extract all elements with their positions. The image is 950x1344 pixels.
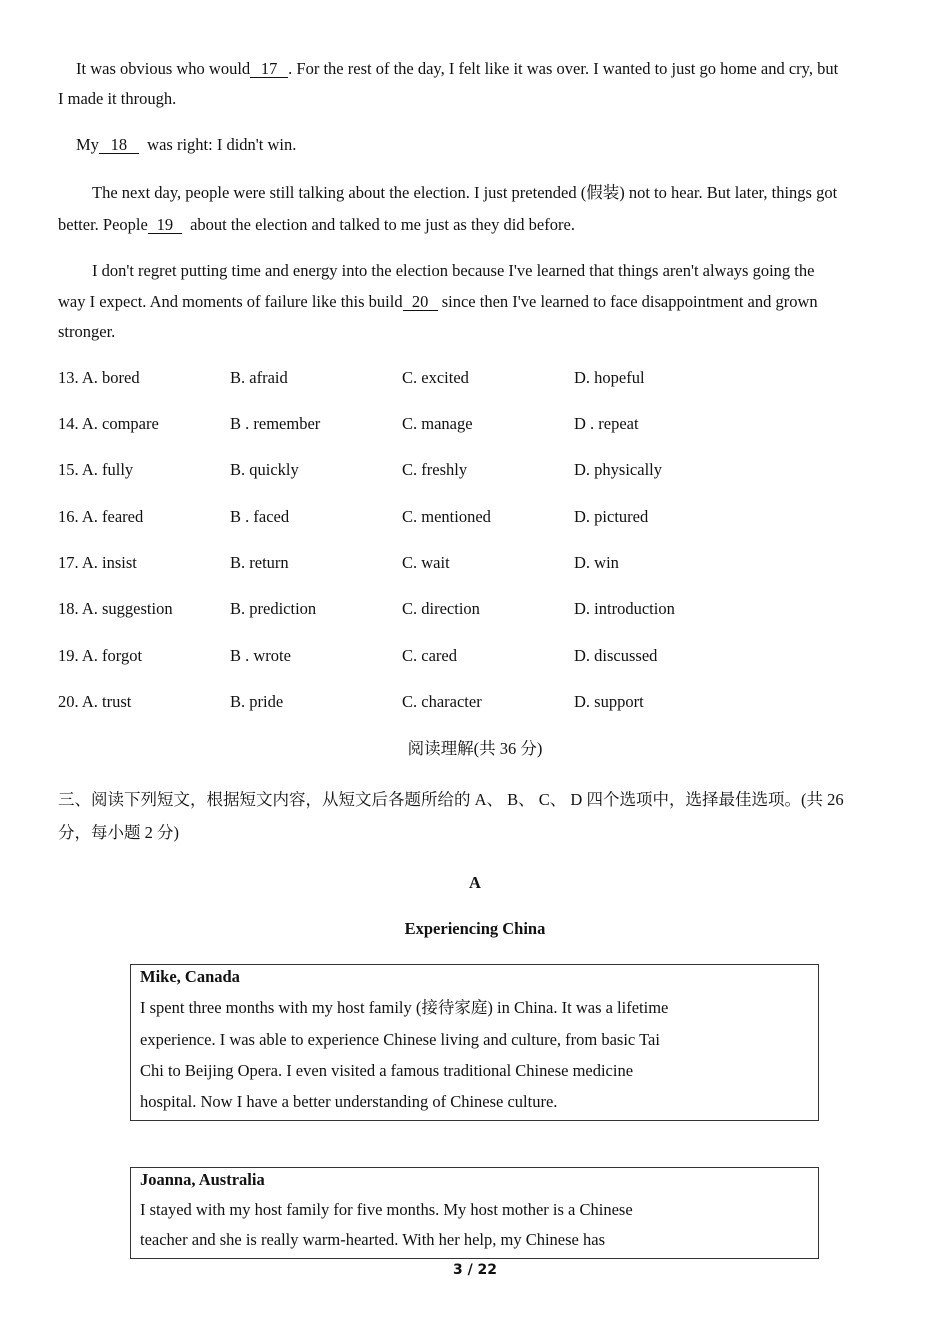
option-d: D. introduction	[574, 599, 675, 618]
text: My	[76, 135, 99, 154]
option-a: 18. A. suggestion	[58, 599, 173, 618]
option-a: 13. A. bored	[58, 368, 140, 387]
option-d: D. support	[574, 692, 644, 711]
question-19-options	[58, 646, 878, 668]
option-d: D. win	[574, 553, 619, 572]
blank-18: 18	[99, 137, 139, 154]
testimonial-line: hospital. Now I have a better understanding of Chinese culture.	[140, 1092, 558, 1111]
question-17-options	[58, 553, 878, 575]
option-c: C. direction	[402, 599, 480, 618]
option-c: C. wait	[402, 553, 450, 572]
option-b: B. prediction	[230, 599, 317, 618]
text: better. People	[58, 215, 148, 234]
question-20-options	[58, 692, 878, 714]
question-14-options	[58, 414, 878, 436]
page-number: 3 / 22	[452, 1262, 498, 1278]
option-b: B . remember	[230, 414, 321, 433]
paragraph-3-line-1: The next day, people were still talking about the election. I just pretended (假装) not to hear. But later, things got	[92, 183, 838, 202]
passage-letter: A	[469, 873, 481, 892]
option-d: D. pictured	[574, 507, 649, 526]
paragraph-2	[76, 135, 296, 155]
option-a: 17. A. insist	[58, 553, 137, 572]
text: . For the rest of the day, I felt like it was over. I wanted to just go home and cry, but	[288, 59, 839, 78]
paragraph-3-line-2	[58, 215, 575, 235]
paragraph-4-line-1: I don't regret putting time and energy into the election because I've learned that things aren't always going the	[92, 261, 815, 280]
option-c: C. mentioned	[402, 507, 491, 526]
option-d: D. hopeful	[574, 368, 645, 387]
paragraph-4-line-2	[58, 292, 818, 312]
option-a: 16. A. feared	[58, 507, 144, 526]
section-instructions-line-2: 分，每小题 2 分)	[58, 823, 179, 842]
paragraph-4-line-3: stronger.	[58, 322, 116, 341]
option-b: B. return	[230, 553, 289, 572]
testimonial-line: I spent three months with my host family (接待家庭) in China. It was a lifetime	[140, 998, 669, 1017]
option-a: 15. A. fully	[58, 460, 134, 479]
testimonial-author: Mike, Canada	[140, 967, 240, 986]
option-c: C. manage	[402, 414, 473, 433]
option-b: B . wrote	[230, 646, 291, 665]
text: was right: I didn't win.	[147, 135, 297, 154]
option-b: B. pride	[230, 692, 284, 711]
section-instructions-line-1: 三、阅读下列短文，根据短文内容，从短文后各题所给的 A、 B、 C、 D 四个选项中，选择最佳选项。(共 26	[58, 790, 844, 809]
text: about the election and talked to me just as they did before.	[190, 215, 575, 234]
option-a: 19. A. forgot	[58, 646, 143, 665]
passage-title: Experiencing China	[404, 919, 546, 938]
option-b: B. quickly	[230, 460, 299, 479]
blank-19: 19	[148, 217, 182, 234]
blank-20: 20	[403, 294, 438, 311]
testimonial-author: Joanna, Australia	[140, 1170, 265, 1189]
paragraph-1-line-1	[76, 59, 838, 79]
question-13-options	[58, 368, 878, 390]
testimonial-line: I stayed with my host family for five months. My host mother is a Chinese	[140, 1200, 633, 1219]
option-b: B. afraid	[230, 368, 288, 387]
testimonial-line: Chi to Beijing Opera. I even visited a famous traditional Chinese medicine	[140, 1061, 634, 1080]
option-c: C. character	[402, 692, 482, 711]
text: It was obvious who would	[76, 59, 251, 78]
blank-17: 17	[250, 61, 288, 78]
testimonial-line: teacher and she is really warm-hearted. With her help, my Chinese has	[140, 1230, 605, 1249]
option-b: B . faced	[230, 507, 290, 526]
option-a: 14. A. compare	[58, 414, 159, 433]
option-d: D. discussed	[574, 646, 658, 665]
testimonial-line: experience. I was able to experience Chinese living and culture, from basic Tai	[140, 1030, 660, 1049]
option-c: C. excited	[402, 368, 469, 387]
text: way I expect. And moments of failure like this build	[58, 292, 403, 311]
testimonial-box-joanna	[130, 1167, 819, 1259]
section-heading: 阅读理解(共 36 分)	[407, 739, 543, 758]
option-c: C. cared	[402, 646, 457, 665]
option-d: D . repeat	[574, 414, 639, 433]
question-16-options	[58, 507, 878, 529]
question-18-options	[58, 599, 878, 621]
question-15-options	[58, 460, 878, 482]
option-d: D. physically	[574, 460, 662, 479]
option-a: 20. A. trust	[58, 692, 132, 711]
paragraph-1-line-2: I made it through.	[58, 89, 177, 108]
testimonial-box-mike	[130, 964, 819, 1121]
option-c: C. freshly	[402, 460, 468, 479]
text: since then I've learned to face disappointment and grown	[441, 292, 818, 311]
